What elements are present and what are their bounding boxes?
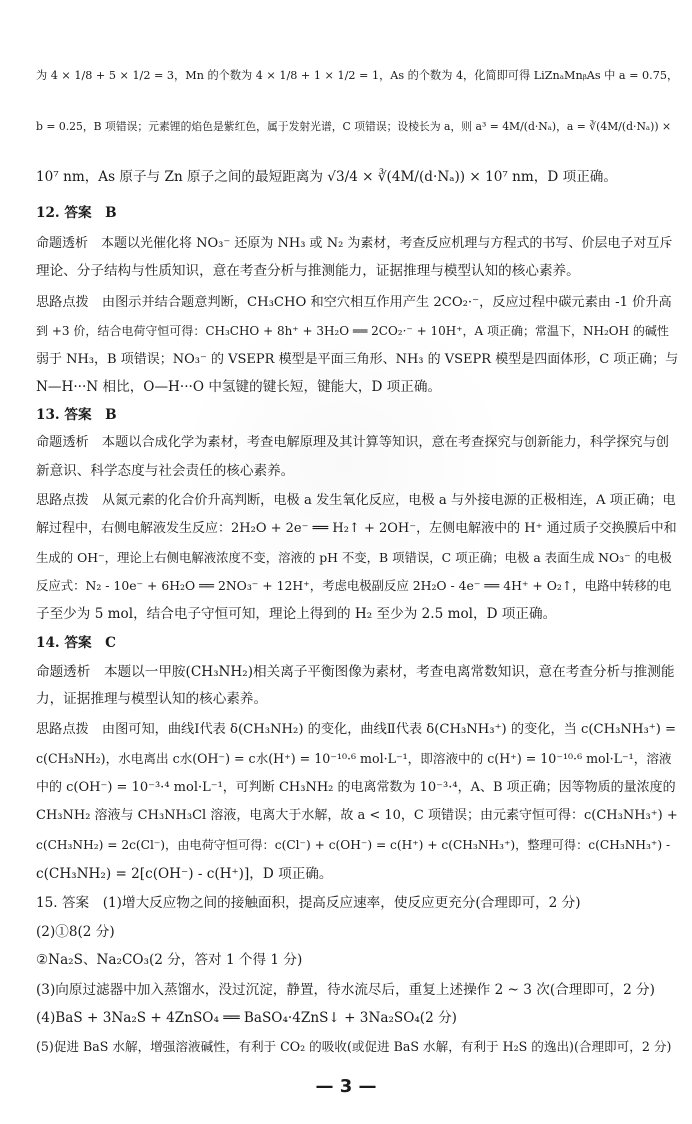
text-line: (4)BaS + 3Na₂S + 4ZnSO₄ ══ BaSO₄·4ZnS↓ + 3Na₂SO₄(2 分) bbox=[36, 1010, 457, 1026]
text-line: b = 0.25，B 项错误；元素锂的焰色是紫红色，属于发射光谱，C 项错误；设棱长为 a，则 a³ = 4M/(d·Nₐ)，a = ∛(4M/(d·Nₐ)) × bbox=[36, 120, 672, 133]
text-line: 弱于 NH₃，B 项错误；NO₃⁻ 的 VSEPR 模型是平面三角形、NH₃ 的 VSEPR 模型是四面体形，C 项正确；与 bbox=[36, 352, 679, 367]
text-line: 为 4 × 1/8 + 5 × 1/2 = 3，Mn 的个数为 4 × 1/8 + 1 × 1/2 = 1，As 的个数为 4，化简即可得 LiZnₐMnᵦAs 中 a = 0.75， bbox=[36, 69, 679, 82]
text-line: 10⁷ nm，As 原子与 Zn 原子之间的最短距离为 √3/4 × ∛(4M/(d·Nₐ)) × 10⁷ nm，D 项正确。 bbox=[36, 169, 617, 185]
text-line: 思路点拨 从氮元素的化合价升高判断，电极 a 发生氧化反应，电极 a 与外接电源的正极相连，A 项正确；电 bbox=[36, 493, 676, 508]
text-line: 力，证据推理与模型认知的核心素养。 bbox=[36, 691, 268, 707]
text-line: 思路点拨 由图可知，曲线Ⅰ代表 δ(CH₃NH₂) 的变化，曲线Ⅱ代表 δ(CH₃NH₃⁺) 的变化，当 c(CH₃NH₃⁺) = bbox=[36, 722, 677, 737]
text-line: (5)促进 BaS 水解，增强溶液碱性，有利于 CO₂ 的吸收(或促进 BaS 水解，有利于 H₂S 的逸出)(合理即可，2 分) bbox=[36, 1039, 672, 1054]
text-line: 中的 c(OH⁻) = 10⁻³·⁴ mol·L⁻¹，可判断 CH₃NH₂ 的电离常数为 10⁻³·⁴，A、B 项正确；因等物质的量浓度的 bbox=[36, 780, 676, 795]
page-number: — 3 — bbox=[315, 1076, 377, 1097]
text-line: c(CH₃NH₂) = 2c(Cl⁻)，由电荷守恒可得：c(Cl⁻) + c(OH⁻) = c(H⁺) + c(CH₃NH₃⁺)，整理可得：c(CH₃NH₃⁺) - bbox=[36, 838, 671, 852]
text-line: 反应式：N₂ - 10e⁻ + 6H₂O ══ 2NO₃⁻ + 12H⁺，考虑电极副反应 2H₂O - 4e⁻ ══ 4H⁺ + O₂↑，电路中转移的电 bbox=[36, 578, 672, 593]
text-line: 生成的 OH⁻，理论上右侧电解液浓度不变，溶液的 pH 不变，B 项错误，C 项正确；电极 a 表面生成 NO₃⁻ 的电极 bbox=[36, 550, 672, 565]
text-line: 到 +3 价，结合电荷守恒可得：CH₃CHO + 8h⁺ + 3H₂O ══ 2CO₂·⁻ + 10H⁺，A 项正确；常温下，NH₂OH 的碱性 bbox=[36, 324, 669, 338]
text-line: 新意识、科学态度与社会责任的核心素养。 bbox=[36, 463, 295, 479]
answer-heading-13: 13. 答案 B bbox=[36, 407, 117, 423]
text-line: 解过程中，右侧电解液发生反应：2H₂O + 2e⁻ ══ H₂↑ + 2OH⁻，左侧电解液中的 H⁺ 通过质子交换膜后中和 bbox=[36, 521, 677, 536]
text-line: 子至少为 5 mol，结合电子守恒可知，理论上得到的 H₂ 至少为 2.5 mol，D 项正确。 bbox=[36, 606, 557, 622]
text-line: (2)①8(2 分) bbox=[36, 924, 115, 940]
text-line: 命题透析 本题以一甲胺(CH₃NH₂)相关离子平衡图像为素材，考查电离常数知识，意在考查分析与推测能 bbox=[36, 664, 675, 680]
answer-heading-15: 15. 答案 (1)增大反应物之间的接触面积，提高反应速率，使反应更充分(合理即可，2 分) bbox=[36, 895, 581, 911]
text-line: c(CH₃NH₂) = 2[c(OH⁻) - c(H⁺)]，D 项正确。 bbox=[36, 866, 333, 882]
text-line: ②Na₂S、Na₂CO₃(2 分，答对 1 个得 1 分) bbox=[36, 952, 303, 968]
text-line: c(CH₃NH₂)，水电离出 c水(OH⁻) = c水(H⁺) = 10⁻¹⁰·⁶ mol·L⁻¹，即溶液中的 c(H⁺) = 10⁻¹⁰·⁶ mol·L⁻¹，溶液 bbox=[36, 751, 672, 766]
answer-heading-14: 14. 答案 C bbox=[36, 635, 116, 651]
text-line: 命题透析 本题以合成化学为素材，考查电解原理及其计算等知识，意在考查探究与创新能力，科学探究与创 bbox=[36, 435, 669, 450]
text-line: 理论、分子结构与性质知识，意在考查分析与推测能力，证据推理与模型认知的核心素养。 bbox=[36, 263, 580, 279]
text-line: 命题透析 本题以光催化将 NO₃⁻ 还原为 NH₃ 或 N₂ 为素材，考查反应机理与方程式的书写、价层电子对互斥 bbox=[36, 236, 673, 251]
text-line: CH₃NH₂ 溶液与 CH₃NH₃Cl 溶液，电离大于水解，故 a < 10，C 项错误；由元素守恒可得：c(CH₃NH₃⁺) + bbox=[36, 808, 678, 823]
text-line: 思路点拨 由图示并结合题意判断，CH₃CHO 和空穴相互作用产生 2CO₂·⁻，反应过程中碳元素由 -1 价升高 bbox=[36, 295, 672, 310]
text-line: N—H···N 相比，O—H···O 中氢键的键长短，键能大，D 项正确。 bbox=[36, 379, 442, 395]
text-line: (3)向原过滤器中加入蒸馏水，没过沉淀，静置，待水流尽后，重复上述操作 2 ~ 3 次(合理即可，2 分) bbox=[36, 982, 655, 998]
answer-heading-12: 12. 答案 B bbox=[36, 205, 117, 221]
